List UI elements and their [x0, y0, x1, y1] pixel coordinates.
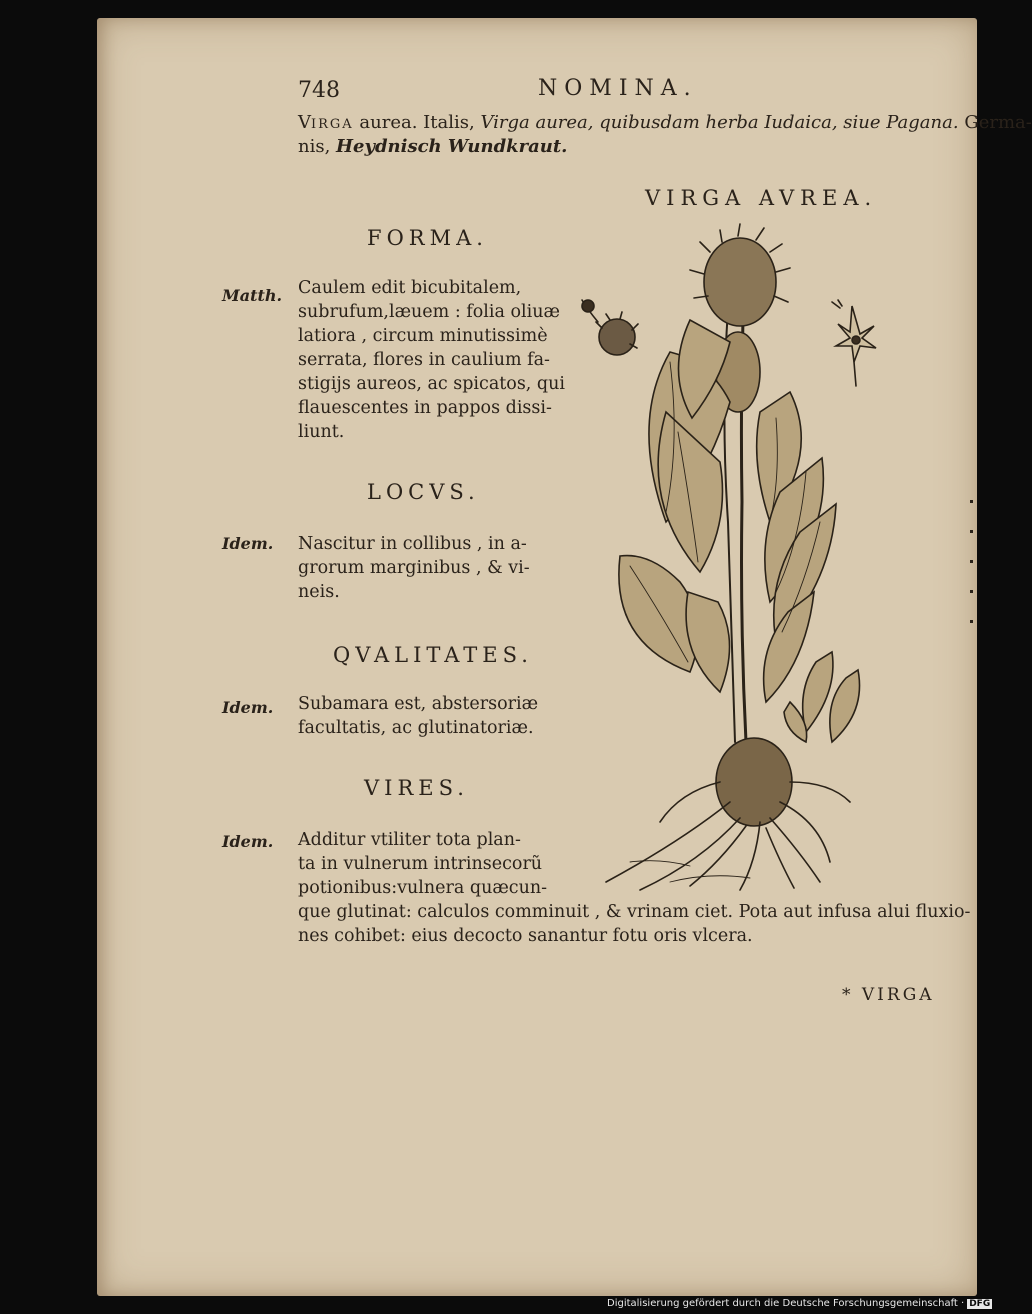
names-lead-letter: V [298, 112, 311, 133]
digitization-credit-text: Digitalisierung gefördert durch die Deutsche Forschungsgemeinschaft · [607, 1298, 965, 1309]
detached-flowerhead-left [582, 300, 638, 355]
section-body-locus: Nascitur in collibus , in a- grorum marginibus , & vi- neis. [298, 534, 530, 602]
section-heading-vires: VIRES. [364, 776, 469, 800]
dfg-logo: DFG [969, 1299, 991, 1309]
section-body-qualitates: Subamara est, abstersoriæ facultatis, ac glutinatoriæ. [298, 694, 539, 738]
section-heading-forma: FORMA. [367, 226, 488, 250]
page-edge-marks [970, 500, 974, 650]
digitization-credit [607, 1298, 992, 1309]
plant-caption: VIRGA AVREA. [645, 186, 878, 210]
margin-note-vires: Idem. [222, 832, 274, 851]
margin-note-locus: Idem. [222, 534, 274, 553]
margin-note-forma: Matth. [222, 286, 283, 305]
names-tail: Germa- [958, 112, 1032, 133]
names-line2-text: nis, [298, 136, 337, 157]
section-body-forma: Caulem edit bicubitalem, subrufum,læuem : folia oliuæ latiora , circum minutissimè serrata, flores in caulium fa- stigijs aureos, ac spicatos, qui flauescentes in pappos dissi- liunt. [298, 278, 566, 442]
running-head: NOMINA. [538, 76, 698, 101]
catchword: * VIRGA [842, 985, 935, 1005]
margin-note-qualitates: Idem. [222, 698, 274, 717]
names-italic-synonyms: Virga aurea, quibusdam herba Iudaica, siue Pagana. [480, 112, 959, 133]
root-system [606, 738, 850, 890]
woodcut-plant-illustration [570, 222, 900, 892]
names-line-2 [298, 136, 567, 157]
names-text: aurea. Italis, [353, 112, 481, 133]
detached-starflower-right [832, 300, 876, 386]
section-heading-qualitates: QVALITATES. [333, 643, 533, 667]
names-line-1 [298, 112, 1032, 133]
names-smallcaps: IRGA [311, 117, 354, 132]
page-number: 748 [298, 78, 340, 103]
section-heading-locus: LOCVS. [367, 480, 480, 504]
section-body-vires: Additur vtiliter tota plan- ta in vulnerum intrinsecorũ potionibus:vulnera quæcun- que glutinat: calculos comminuit , & vrinam ciet. Pota aut infusa alui fluxio- nes cohibet: eius decocto sanantur fotu oris vlcera. [298, 830, 971, 946]
names-german-gothic: Heydnisch Wundkraut. [336, 136, 568, 157]
